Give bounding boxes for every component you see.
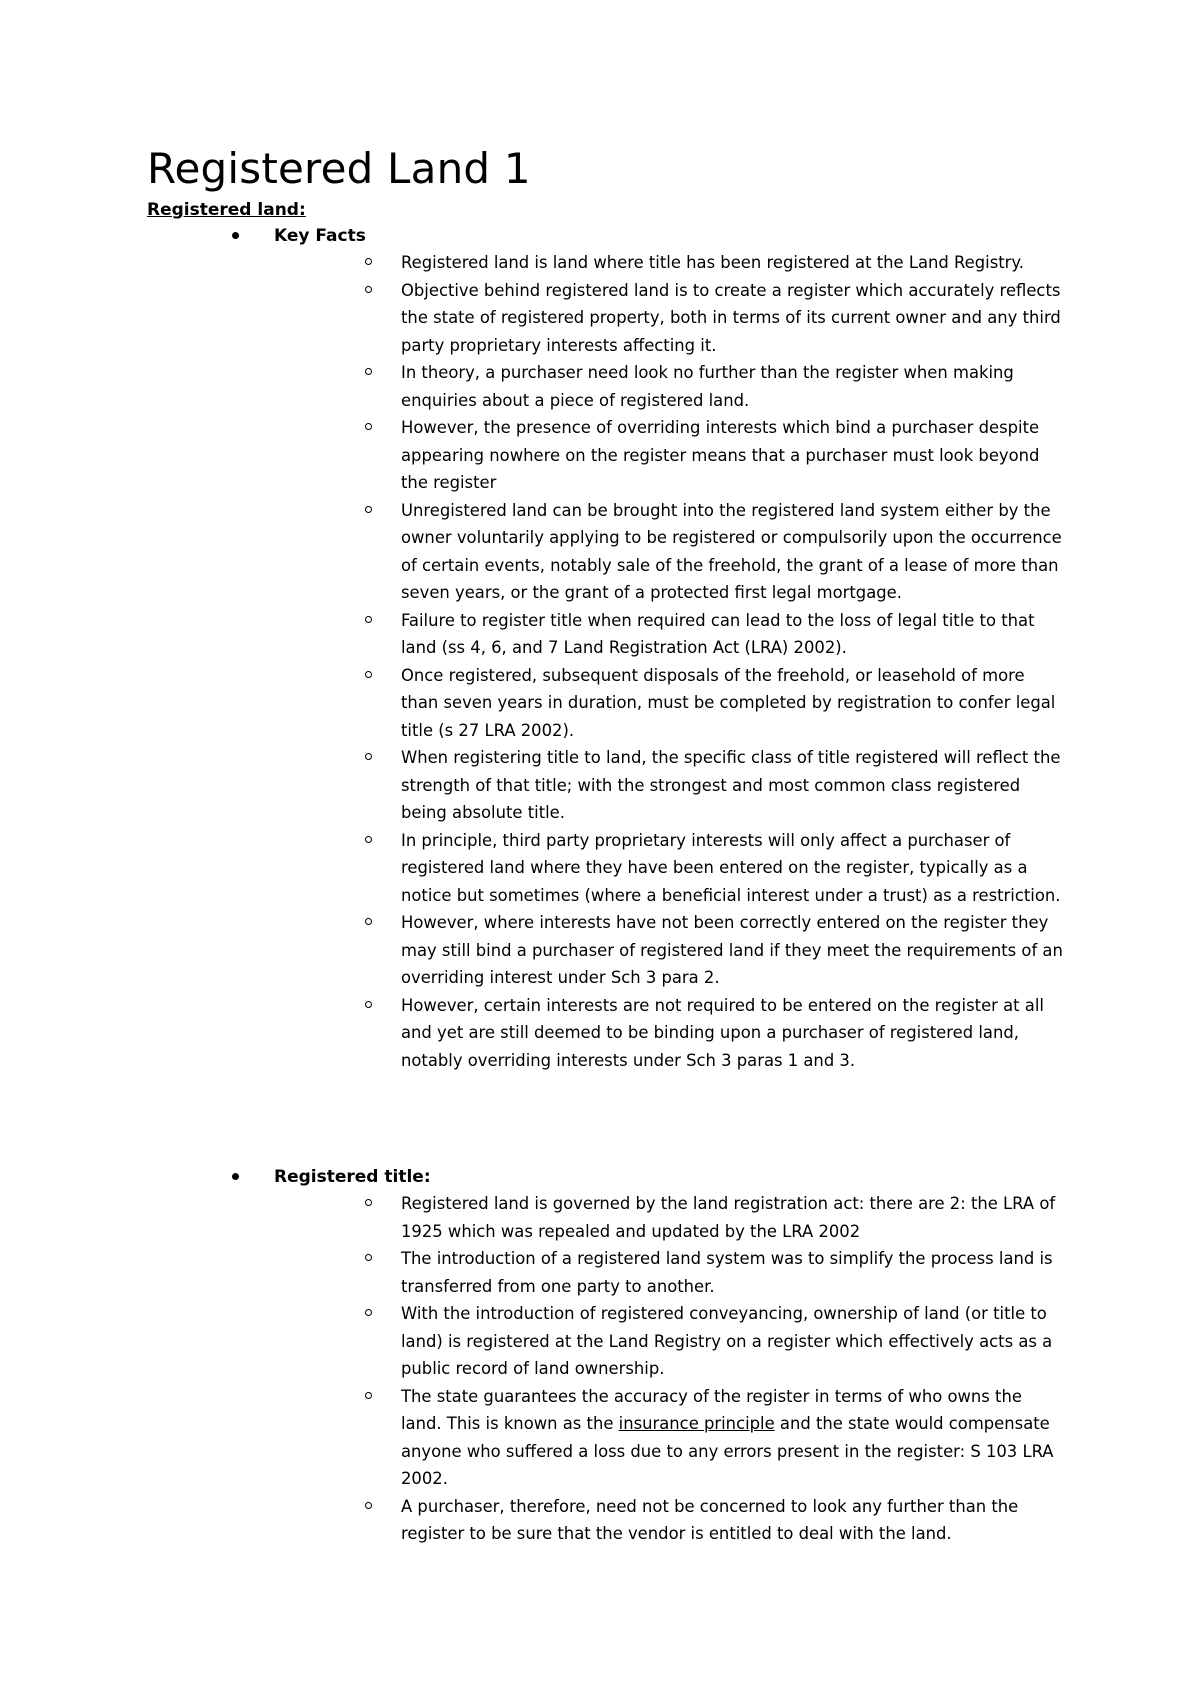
registered-title-list: [365, 1190, 1065, 1548]
list-item: However, the presence of overriding interests which bind a purchaser despite appearing nowhere on the register means that a purchaser must look beyond the register: [365, 414, 1065, 497]
bullet-dot-icon: [232, 1173, 239, 1180]
list-item: However, certain interests are not required to be entered on the register at all and yet are still deemed to be binding upon a purchaser of registered land, notably overriding interests under Sch 3 paras 1 and 3.: [365, 992, 1065, 1075]
insurance-principle-term: insurance principle: [618, 1414, 775, 1433]
list-item: Registered land is governed by the land registration act: there are 2: the LRA of 1925 which was repealed and updated by the LRA 2002: [365, 1190, 1065, 1245]
list-item: Failure to register title when required can lead to the loss of legal title to that land (ss 4, 6, and 7 Land Registration Act (LRA) 2002).: [365, 607, 1065, 662]
list-item: The introduction of a registered land system was to simplify the process land is transferred from one party to another.: [365, 1245, 1065, 1300]
circle-bullet-icon: [365, 1392, 372, 1399]
circle-bullet-icon: [365, 1199, 372, 1206]
circle-bullet-icon: [365, 1001, 372, 1008]
list-item: When registering title to land, the specific class of title registered will reflect the strength of that title; with the strongest and most common class registered being absolute title.: [365, 744, 1065, 827]
circle-bullet-icon: [365, 368, 372, 375]
bullet-label: Registered title:: [274, 1167, 431, 1187]
circle-bullet-icon: [365, 506, 372, 513]
bullet-label: Key Facts: [274, 226, 366, 246]
circle-bullet-icon: [365, 1309, 372, 1316]
list-item: Objective behind registered land is to create a register which accurately reflects the state of registered property, both in terms of its current owner and any third party proprietary interests affecting it.: [365, 277, 1065, 360]
circle-bullet-icon: [365, 423, 372, 430]
circle-bullet-icon: [365, 918, 372, 925]
list-item: With the introduction of registered conveyancing, ownership of land (or title to land) is registered at the Land Registry on a register which effectively acts as a public record of land ownership.: [365, 1300, 1065, 1383]
list-item: Unregistered land can be brought into the registered land system either by the owner voluntarily applying to be registered or compulsorily upon the occurrence of certain events, notably sale of the freehold, the grant of a lease of more than seven years, or the grant of a protected first legal mortgage.: [365, 497, 1065, 607]
list-item: The state guarantees the accuracy of the register in terms of who owns the land. This is known as the insurance principle and the state would compensate anyone who suffered a loss due to any errors present in the register: S 103 LRA 2002.: [365, 1383, 1065, 1493]
circle-bullet-icon: [365, 836, 372, 843]
circle-bullet-icon: [365, 1254, 372, 1261]
circle-bullet-icon: [365, 671, 372, 678]
list-item: In theory, a purchaser need look no further than the register when making enquiries about a piece of registered land.: [365, 359, 1065, 414]
circle-bullet-icon: [365, 258, 372, 265]
circle-bullet-icon: [365, 616, 372, 623]
list-item: Once registered, subsequent disposals of the freehold, or leasehold of more than seven years in duration, must be completed by registration to confer legal title (s 27 LRA 2002).: [365, 662, 1065, 745]
section-heading: Registered land:: [147, 200, 306, 220]
circle-bullet-icon: [365, 1502, 372, 1509]
list-item: Registered land is land where title has been registered at the Land Registry.: [365, 249, 1065, 277]
circle-bullet-icon: [365, 753, 372, 760]
circle-bullet-icon: [365, 286, 372, 293]
list-item: A purchaser, therefore, need not be concerned to look any further than the register to be sure that the vendor is entitled to deal with the land.: [365, 1493, 1065, 1548]
document-title: Registered Land 1: [147, 144, 531, 193]
list-item: In principle, third party proprietary interests will only affect a purchaser of registered land where they have been entered on the register, typically as a notice but sometimes (where a beneficial interest under a trust) as a restriction.: [365, 827, 1065, 910]
list-item: However, where interests have not been correctly entered on the register they may still bind a purchaser of registered land if they meet the requirements of an overriding interest under Sch 3 para 2.: [365, 909, 1065, 992]
bullet-dot-icon: [232, 232, 239, 239]
key-facts-list: [365, 249, 1065, 1074]
